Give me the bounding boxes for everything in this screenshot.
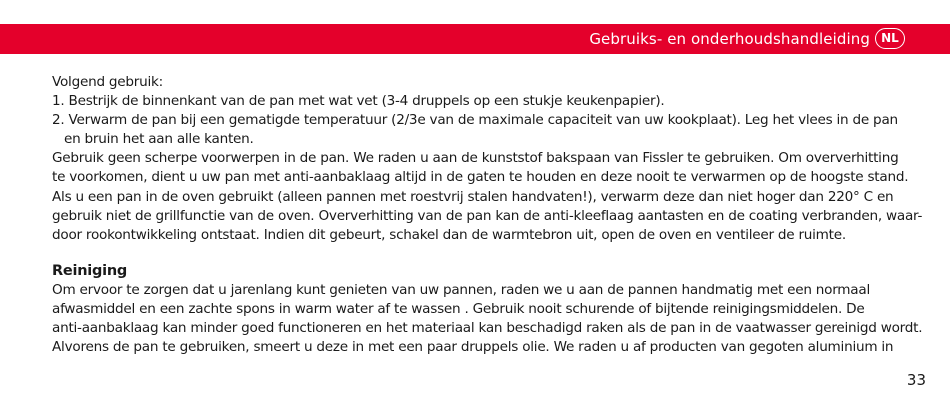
usage-step-2: 2. Verwarm de pan bij een gematigde temperatuur (2/3e van de maximale capaciteit van uw kookplaat). Leg het vlees in de pan [52, 112, 898, 129]
language-badge: NL [875, 28, 905, 49]
usage-intro: Volgend gebruik: [52, 74, 163, 90]
usage-paragraph-line: door rookontwikkeling ontstaat. Indien dit gebeurt, schakel dan de warmtebron uit, open de oven en ventileer de ruimte. [52, 226, 846, 243]
usage-step-2-continued: en bruin het aan alle kanten. [64, 131, 254, 148]
usage-section [52, 73, 923, 245]
cleaning-section [52, 262, 923, 357]
cleaning-paragraph-line: Alvorens de pan te gebruiken, smeert u deze in met een paar druppels olie. We raden u af producten van gegoten aluminium in [52, 339, 894, 356]
cleaning-heading: Reiniging [52, 262, 128, 279]
page-number: 33 [906, 371, 926, 389]
header-bar [0, 24, 950, 54]
usage-paragraph-line: Als u een pan in de oven gebruikt (alleen pannen met roestvrij stalen handvaten!), verwarm deze dan niet hoger dan 220° C en [52, 188, 894, 205]
cleaning-paragraph-line: Om ervoor te zorgen dat u jarenlang kunt genieten van uw pannen, raden we u aan de pannen handmatig met een normaal [52, 281, 870, 298]
cleaning-paragraph-line: anti-aanbaklaag kan minder goed functioneren en het materiaal kan beschadigd raken als de pan in de vaatwasser gereinigd wordt. [52, 320, 923, 337]
header-title: Gebruiks- en onderhoudshandleiding [589, 30, 870, 48]
document-body [52, 73, 923, 357]
cleaning-paragraph-line: afwasmiddel en een zachte spons in warm water af te wassen . Gebruik nooit schurende of bijtende reinigingsmiddelen. De [52, 301, 865, 318]
usage-paragraph-line: Gebruik geen scherpe voorwerpen in de pan. We raden u aan de kunststof bakspaan van Fissler te gebruiken. Om oververhitting [52, 150, 899, 167]
usage-paragraph-line: te voorkomen, dient u uw pan met anti-aanbaklaag altijd in de gaten te houden en deze nooit te verwarmen op de hoogste stand. [52, 169, 909, 186]
usage-paragraph-line: gebruik niet de grillfunctie van de oven. Oververhitting van de pan kan de anti-kleeflaag aantasten en de coating verbranden, waar- [52, 207, 923, 224]
usage-step-1: 1. Bestrijk de binnenkant van de pan met wat vet (3-4 druppels op een stukje keukenpapier). [52, 93, 665, 110]
